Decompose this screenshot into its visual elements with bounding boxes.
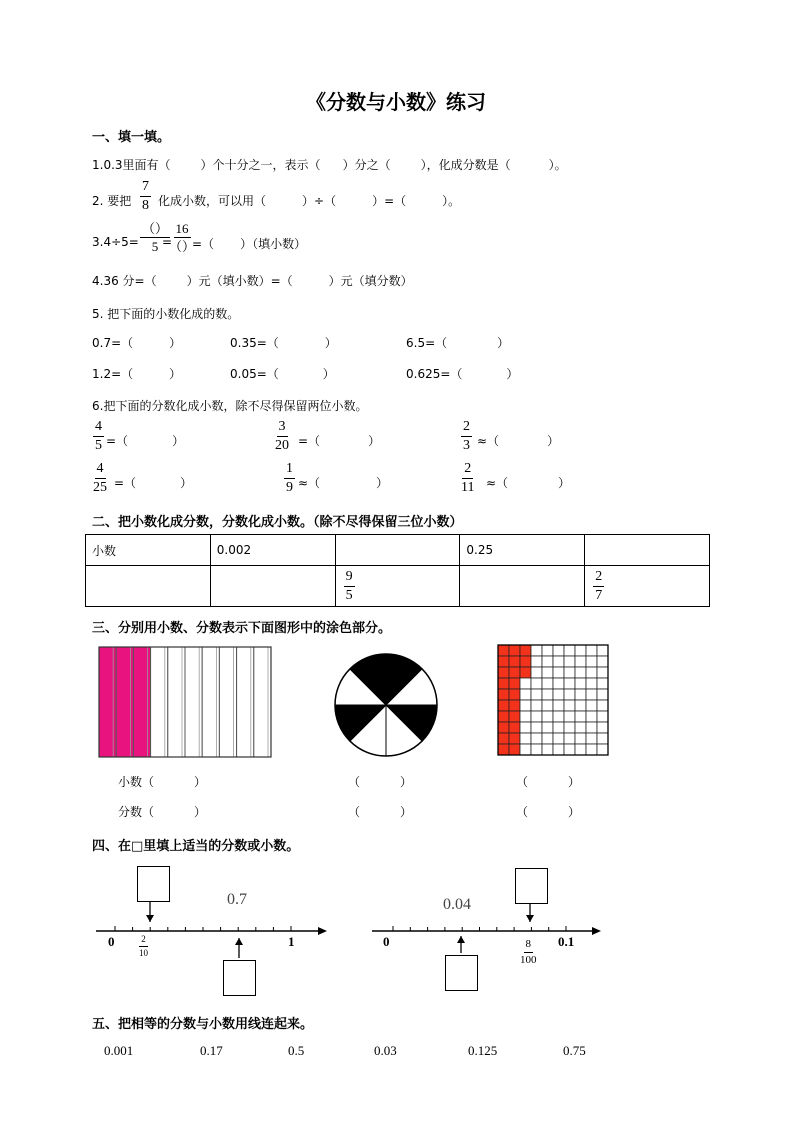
- grid-cell: [542, 678, 553, 689]
- grid-cell: [597, 667, 608, 678]
- grid-cell: [597, 678, 608, 689]
- bar-decimal-close: ）: [194, 775, 207, 789]
- q6-item-3-close: ）: [547, 434, 560, 448]
- grid-cell: [498, 733, 509, 744]
- q6-item-3-num: 2: [461, 420, 472, 437]
- grid-cell: [498, 744, 509, 755]
- table-cell: 0.25: [460, 535, 585, 566]
- number-line-arrowhead: [592, 927, 601, 935]
- grid-figure: [498, 645, 608, 755]
- left-line-end: 1: [288, 934, 295, 949]
- grid-cell: [531, 689, 542, 700]
- q4-text-c: ）元（填分数）: [328, 274, 413, 288]
- q3-numerator-2: 16: [175, 221, 189, 236]
- bar-strip: [168, 647, 185, 757]
- q6-intro: 6.把下面的分数化成小数，除不尽得保留两位小数。: [92, 399, 368, 413]
- right-top-arrow-head: [526, 915, 534, 922]
- grid-cell: [597, 744, 608, 755]
- grid-cell: [564, 722, 575, 733]
- q6-item-2-sym: =（: [298, 434, 321, 448]
- table-cell: 小数: [86, 535, 211, 566]
- grid-cell: [509, 667, 520, 678]
- bar-strip: [133, 647, 150, 757]
- grid-cell: [520, 700, 531, 711]
- q6-item-5-sym: ≈（: [298, 476, 321, 490]
- bar-strip: [254, 647, 271, 757]
- bar-strip: [116, 647, 133, 757]
- q6-item-5-num: 1: [284, 462, 295, 479]
- grid-cell: [542, 722, 553, 733]
- q2-text-c: ）÷（: [302, 194, 337, 208]
- q2-numerator: 7: [140, 180, 151, 197]
- grid-cell: [597, 711, 608, 722]
- table-fraction-2-num: 2: [593, 570, 604, 587]
- grid-cell: [575, 733, 586, 744]
- circle-decimal-open: （: [348, 775, 361, 789]
- q6-item-1-num: 4: [93, 420, 104, 437]
- q3-equals: =: [162, 235, 173, 249]
- answer-box-left-top[interactable]: [137, 866, 170, 902]
- decimal-option[interactable]: 0.125: [468, 1043, 498, 1058]
- decimal-option[interactable]: 0.03: [374, 1043, 397, 1058]
- grid-cell: [509, 678, 520, 689]
- q6-item-2-close: ）: [368, 434, 381, 448]
- grid-cell: [509, 733, 520, 744]
- q5-item-6-close: ）: [506, 367, 519, 381]
- decimal-option[interactable]: 0.75: [563, 1043, 586, 1058]
- section-4-heading: 四、在□里填上适当的分数或小数。: [92, 839, 300, 854]
- grid-cell: [575, 678, 586, 689]
- grid-cell: [564, 645, 575, 656]
- grid-cell: [509, 700, 520, 711]
- grid-cell: [531, 645, 542, 656]
- q3-text-b: =（: [192, 237, 215, 251]
- grid-cell: [531, 733, 542, 744]
- grid-cell: [509, 689, 520, 700]
- grid-cell: [553, 689, 564, 700]
- grid-cell: [575, 645, 586, 656]
- q2-text-e: ）。: [442, 194, 461, 208]
- table-cell: 0.002: [210, 535, 335, 566]
- grid-cell: [564, 667, 575, 678]
- grid-cell: [520, 667, 531, 678]
- q3-prefix: 3.4÷5=: [92, 235, 139, 249]
- left-line-start: 0: [108, 934, 115, 949]
- circle-figure: [335, 654, 437, 756]
- grid-fraction-open: （: [516, 805, 529, 819]
- grid-cell: [542, 656, 553, 667]
- decimal-option[interactable]: 0.17: [200, 1043, 223, 1058]
- grid-cell: [509, 744, 520, 755]
- q6-item-6-den: 11: [461, 480, 475, 495]
- grid-fraction-close: ）: [568, 805, 581, 819]
- q6-item-6-num: 2: [462, 462, 473, 479]
- answer-box-right-bottom[interactable]: [445, 955, 478, 991]
- grid-cell: [586, 722, 597, 733]
- grid-cell: [542, 667, 553, 678]
- grid-cell: [531, 700, 542, 711]
- grid-cell: [575, 711, 586, 722]
- bar-strip: [202, 647, 219, 757]
- grid-cell: [542, 689, 553, 700]
- grid-cell: [597, 645, 608, 656]
- grid-cell: [531, 744, 542, 755]
- q6-item-2-num: 3: [277, 420, 288, 437]
- grid-cell: [553, 744, 564, 755]
- grid-cell: [498, 700, 509, 711]
- grid-cell: [564, 733, 575, 744]
- q6-item-1-den: 5: [95, 438, 102, 453]
- q6-item-6-sym: ≈（: [486, 476, 509, 490]
- q2-text-b: 化成小数，可以用（: [158, 194, 267, 208]
- grid-cell: [498, 667, 509, 678]
- page-title: 《分数与小数》练习: [306, 90, 486, 114]
- grid-decimal-open: （: [516, 775, 529, 789]
- grid-cell: [553, 667, 564, 678]
- q5-item-3-text: 6.5=（: [406, 336, 448, 350]
- grid-cell: [586, 711, 597, 722]
- q1-text-c: ）分之（: [342, 158, 391, 172]
- grid-cell: [553, 711, 564, 722]
- q1-text-b: ）个十分之一，表示（: [200, 158, 321, 172]
- grid-cell: [531, 722, 542, 733]
- q1-text-a: 1.0.3里面有（: [92, 158, 171, 172]
- q5-item-1-text: 0.7=（: [92, 336, 134, 350]
- grid-cell: [498, 711, 509, 722]
- answer-box-right-top[interactable]: [515, 868, 548, 904]
- left-top-arrow-head: [146, 915, 154, 922]
- q6-item-3-sym: ≈（: [477, 434, 500, 448]
- grid-cell: [542, 733, 553, 744]
- q3-denominator-2: （）: [169, 239, 196, 254]
- grid-cell: [520, 722, 531, 733]
- grid-cell: [564, 744, 575, 755]
- grid-cell: [498, 678, 509, 689]
- grid-cell: [575, 700, 586, 711]
- grid-cell: [586, 678, 597, 689]
- grid-fraction-answer[interactable]: [516, 803, 580, 820]
- q4-text-a: 4.36 分=（: [92, 274, 157, 288]
- right-line-fraction: [520, 939, 537, 966]
- q4-text-b: ）元（填小数）=（: [186, 274, 293, 288]
- q6-item-5-close: ）: [376, 476, 389, 490]
- q6-item-4-close: ）: [180, 476, 193, 490]
- q2-prefix: 2. 要把: [92, 194, 132, 208]
- grid-cell: [520, 733, 531, 744]
- grid-cell: [575, 689, 586, 700]
- q5-intro: 5. 把下面的小数化成的数。: [92, 307, 240, 321]
- grid-cell: [575, 656, 586, 667]
- right-line-value: 0.04: [443, 896, 471, 913]
- grid-cell: [520, 656, 531, 667]
- circle-fraction-answer[interactable]: [348, 803, 412, 820]
- grid-decimal-answer[interactable]: [516, 773, 580, 790]
- answer-box-left-bottom[interactable]: [223, 960, 256, 996]
- left-line-fraction: [139, 935, 148, 958]
- grid-cell: [520, 645, 531, 656]
- grid-cell: [520, 678, 531, 689]
- q5-item-4-text: 1.2=（: [92, 367, 134, 381]
- grid-cell: [597, 722, 608, 733]
- grid-cell: [498, 656, 509, 667]
- grid-cell: [520, 711, 531, 722]
- bar-decimal-answer[interactable]: [118, 773, 206, 790]
- q5-item-2-close: ）: [324, 336, 337, 350]
- section-2-heading: 二、把小数化成分数，分数化成小数。（除不尽得保留三位小数）: [92, 515, 463, 530]
- q6-item-6-close: ）: [558, 476, 571, 490]
- grid-cell: [586, 689, 597, 700]
- q5-item-5-close: ）: [322, 367, 335, 381]
- grid-cell: [597, 656, 608, 667]
- grid-cell: [498, 645, 509, 656]
- bar-figure: [99, 647, 271, 757]
- bar-fraction-close: ）: [194, 805, 207, 819]
- left-line-fraction-den: 10: [139, 948, 148, 958]
- grid-cell: [498, 689, 509, 700]
- q5-item-6-text: 0.625=（: [406, 367, 463, 381]
- bar-strip: [185, 647, 202, 757]
- grid-cell: [520, 689, 531, 700]
- table-fraction-1-num: 9: [344, 570, 355, 587]
- q5-item-4-close: ）: [169, 367, 182, 381]
- bar-fraction-label: 分数（: [118, 805, 155, 819]
- section-5-heading: 五、把相等的分数与小数用线连起来。: [92, 1017, 314, 1032]
- grid-cell: [542, 645, 553, 656]
- q3-text-c: ）（填小数）: [240, 237, 307, 251]
- grid-cell: [509, 711, 520, 722]
- section-1-heading: 一、填一填。: [92, 130, 171, 145]
- grid-cell: [597, 733, 608, 744]
- decimal-option[interactable]: 0.001: [104, 1043, 134, 1058]
- q6-item-1-sym: =（: [106, 434, 129, 448]
- q6-item-4-num: 4: [95, 462, 106, 479]
- right-line-start: 0: [383, 934, 390, 949]
- right-line-fraction-num: 8: [524, 939, 534, 953]
- grid-cell: [564, 678, 575, 689]
- right-line-fraction-den: 100: [520, 954, 537, 966]
- left-line-fraction-num: 2: [139, 935, 148, 947]
- grid-cell: [586, 733, 597, 744]
- grid-cell: [531, 711, 542, 722]
- q5-item-2-text: 0.35=（: [230, 336, 279, 350]
- circle-fraction-open: （: [348, 805, 361, 819]
- circle-fraction-close: ）: [400, 805, 413, 819]
- grid-cell: [575, 667, 586, 678]
- grid-cell: [597, 700, 608, 711]
- circle-decimal-answer[interactable]: [348, 773, 412, 790]
- grid-cell: [531, 678, 542, 689]
- grid-cell: [564, 689, 575, 700]
- q6-item-1-close: ）: [172, 434, 185, 448]
- q1-text-d: ），化成分数是（: [420, 158, 511, 172]
- grid-cell: [553, 645, 564, 656]
- grid-cell: [509, 722, 520, 733]
- grid-decimal-close: ）: [568, 775, 581, 789]
- grid-cell: [531, 667, 542, 678]
- grid-cell: [542, 700, 553, 711]
- q5-item-3-close: ）: [497, 336, 510, 350]
- grid-cell: [586, 656, 597, 667]
- grid-cell: [575, 722, 586, 733]
- q2-text-d: ）=（: [372, 194, 407, 208]
- q3-numerator-1: （）: [142, 221, 169, 236]
- q1-text-e: ）。: [548, 158, 567, 172]
- q5-item-1-close: ）: [169, 336, 182, 350]
- number-line-arrowhead: [318, 927, 327, 935]
- grid-cell: [597, 689, 608, 700]
- grid-cell: [564, 656, 575, 667]
- grid-cell: [553, 656, 564, 667]
- grid-cell: [553, 678, 564, 689]
- grid-cell: [586, 667, 597, 678]
- grid-cell: [520, 744, 531, 755]
- bar-strip: [99, 647, 116, 757]
- grid-cell: [564, 700, 575, 711]
- grid-cell: [553, 700, 564, 711]
- grid-cell: [564, 711, 575, 722]
- q6-item-5-den: 9: [286, 480, 293, 495]
- bar-strip: [151, 647, 168, 757]
- decimal-option[interactable]: 0.5: [288, 1043, 305, 1058]
- grid-cell: [586, 645, 597, 656]
- bar-strip: [219, 647, 236, 757]
- q5-item-5-text: 0.05=（: [230, 367, 279, 381]
- table-fraction-1-den: 5: [345, 588, 353, 603]
- section-3-heading: 三、分别用小数、分数表示下面图形中的涂色部分。: [92, 621, 392, 636]
- grid-cell: [586, 744, 597, 755]
- grid-cell: [509, 645, 520, 656]
- right-line-end: 0.1: [558, 934, 575, 949]
- grid-cell: [586, 700, 597, 711]
- grid-cell: [498, 722, 509, 733]
- grid-cell: [553, 733, 564, 744]
- q6-item-4-sym: =（: [114, 476, 137, 490]
- q3-denominator-1: 5: [151, 239, 159, 254]
- grid-cell: [509, 656, 520, 667]
- grid-cell: [531, 656, 542, 667]
- grid-cell: [553, 722, 564, 733]
- table-fraction-2-den: 7: [595, 588, 603, 603]
- q6-item-2-den: 20: [275, 438, 289, 453]
- grid-cell: [542, 744, 553, 755]
- right-bottom-arrow-head: [457, 936, 465, 943]
- grid-cell: [575, 744, 586, 755]
- left-bottom-arrow-head: [235, 938, 243, 945]
- circle-decimal-close: ）: [400, 775, 413, 789]
- grid-cell: [542, 711, 553, 722]
- bar-strip: [237, 647, 254, 757]
- q6-item-3-den: 3: [463, 438, 470, 453]
- left-line-value: 0.7: [227, 891, 247, 908]
- bar-decimal-label: 小数（: [118, 775, 155, 789]
- bar-fraction-answer[interactable]: [118, 803, 206, 820]
- q2-denominator: 8: [142, 198, 149, 213]
- q6-item-4-den: 25: [93, 480, 107, 495]
